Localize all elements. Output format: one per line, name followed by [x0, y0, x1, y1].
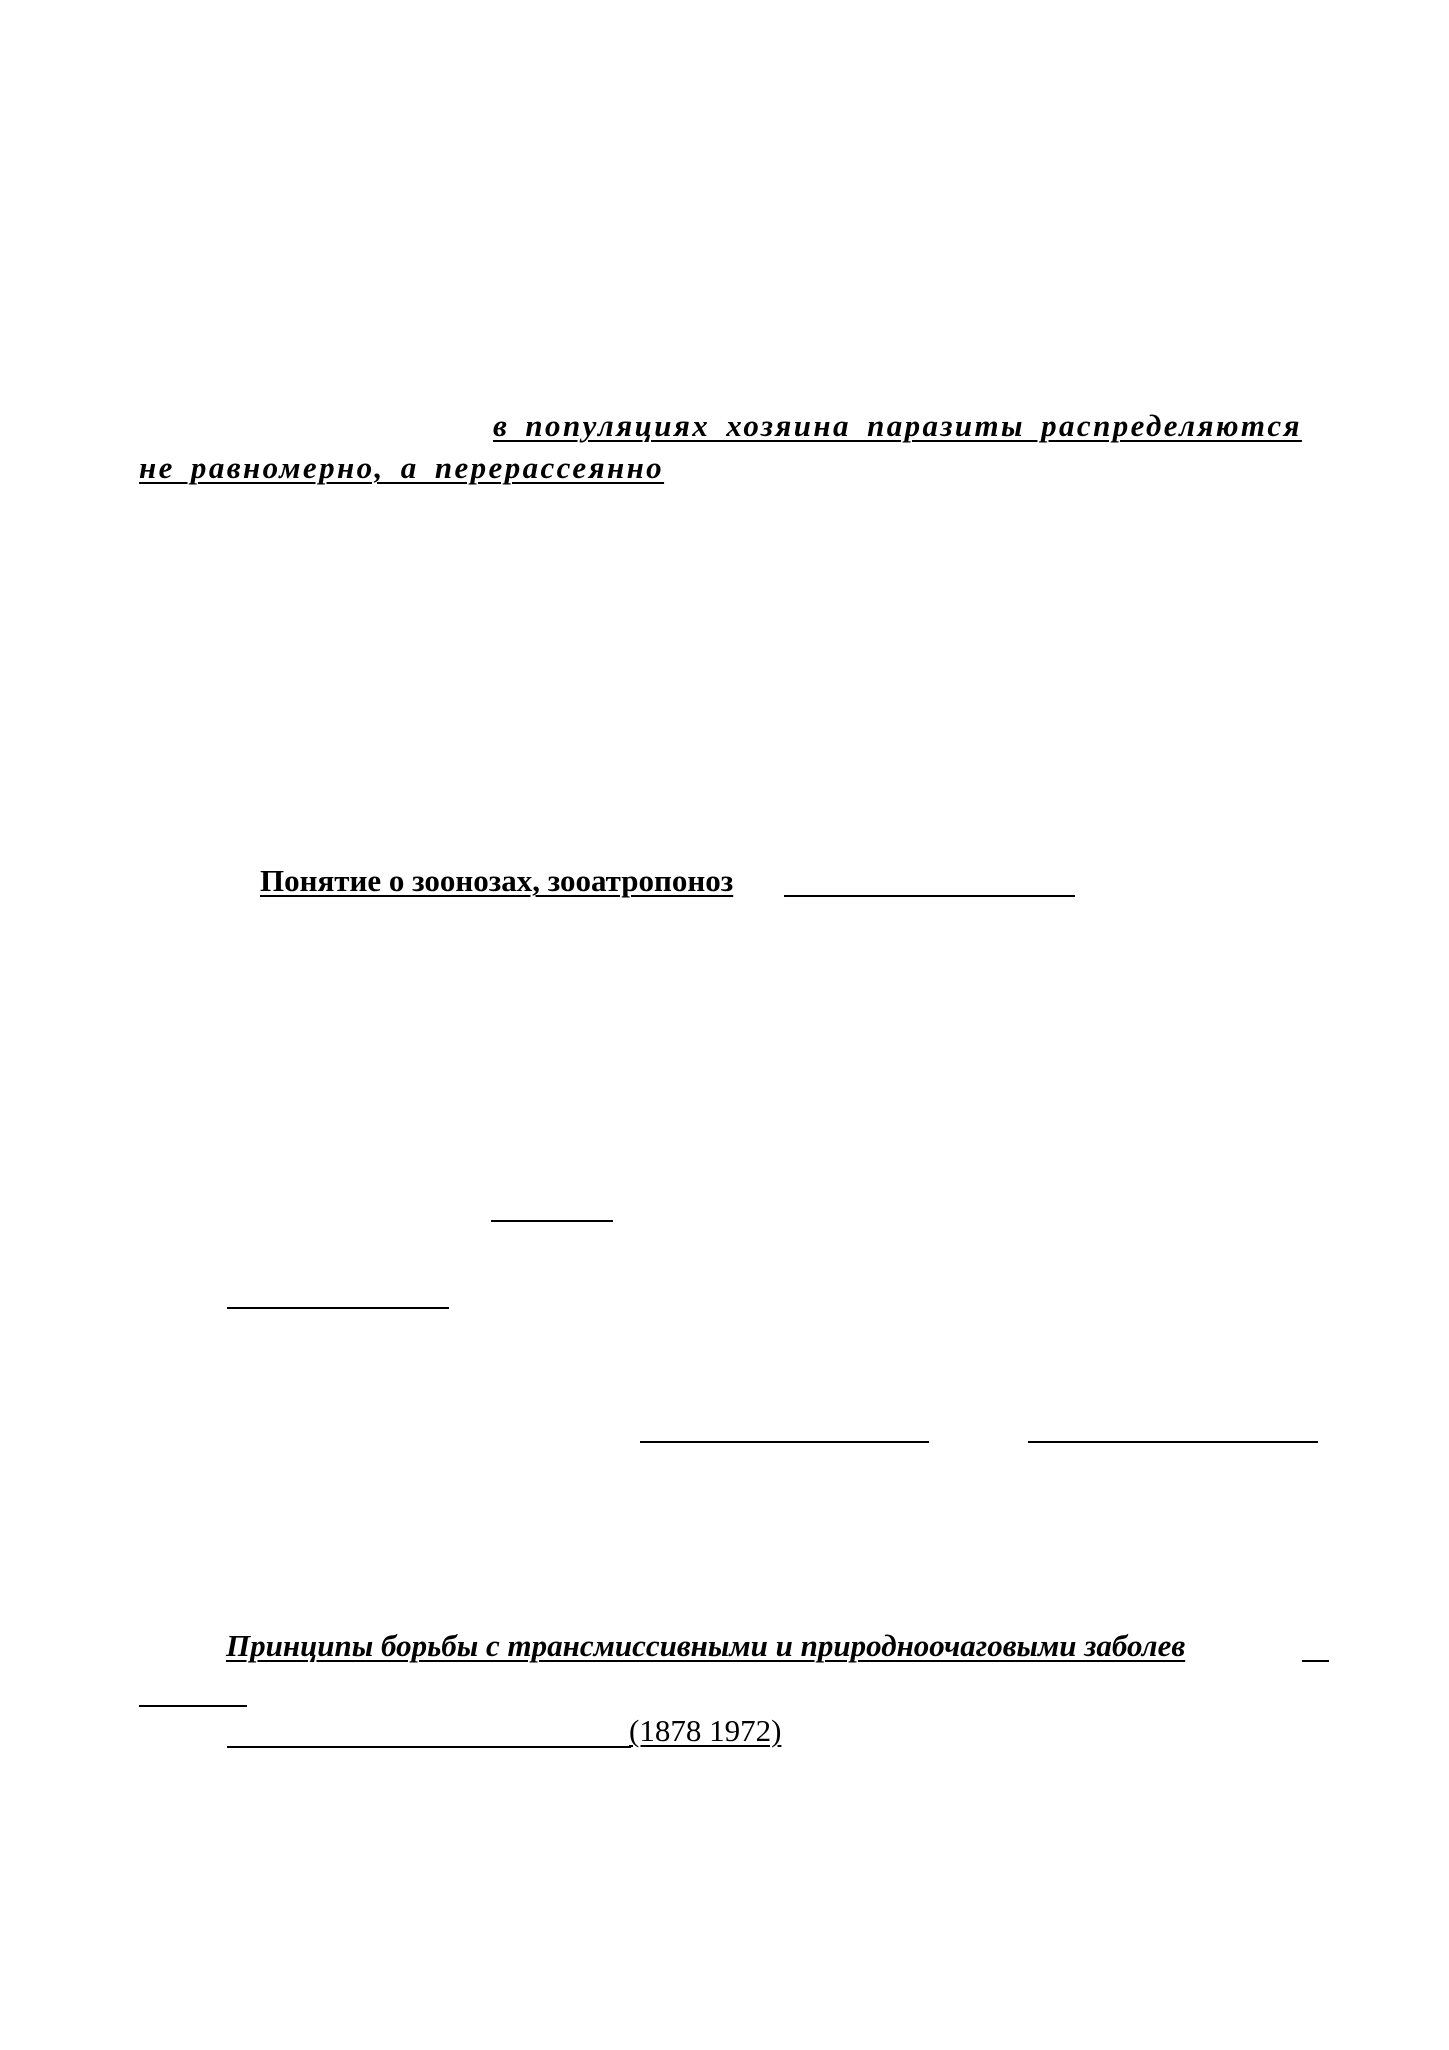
heading-control-trailing-rule: [1302, 1660, 1329, 1662]
text-years: (1878 1972): [629, 1713, 782, 1748]
text-line-overdispersed: не равномерно, а перерассеянно: [139, 450, 665, 485]
blank-rule-4: [1028, 1441, 1318, 1443]
heading-zoonoses-trailing-rule: [784, 895, 1075, 897]
heading-control-principles: Принципы борьбы с трансмиссивными и природноочаговыми заболев: [226, 1628, 1186, 1663]
blank-rule-6: [227, 1746, 631, 1748]
blank-rule-1: [491, 1220, 613, 1222]
blank-rule-5: [139, 1705, 247, 1707]
text-line-parasite-distribution: в популяциях хозяина паразиты распределяются: [493, 408, 1302, 443]
blank-rule-2: [227, 1307, 449, 1309]
heading-zoonoses: Понятие о зоонозах, зооатропоноз: [260, 863, 734, 898]
blank-rule-3: [640, 1441, 929, 1443]
